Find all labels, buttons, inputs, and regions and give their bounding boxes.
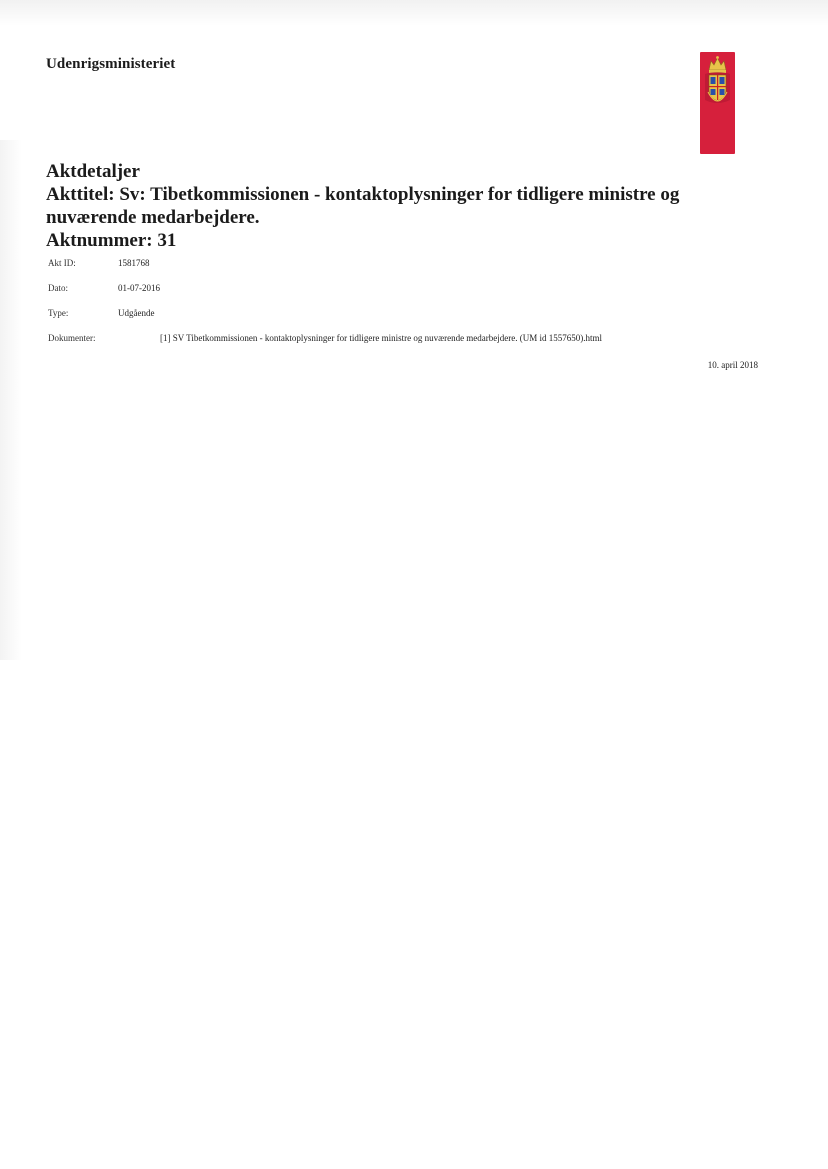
meta-label: Dokumenter: xyxy=(48,333,96,343)
meta-label: Akt ID: xyxy=(48,258,76,268)
ministry-name: Udenrigsministeriet xyxy=(46,56,176,72)
print-date: 10. april 2018 xyxy=(707,360,758,370)
meta-label: Type: xyxy=(48,308,69,318)
scan-edge-shadow xyxy=(0,0,828,26)
act-number: Aktnummer: 31 xyxy=(46,230,177,251)
act-header xyxy=(46,160,786,252)
meta-label: Dato: xyxy=(48,283,68,293)
act-title-line-1: Akttitel: Sv: Tibetkommissionen - kontaktoplysninger for tidligere ministre og xyxy=(46,184,680,205)
section-title: Aktdetaljer xyxy=(46,161,140,182)
danish-royal-coat-of-arms-icon xyxy=(700,52,735,154)
meta-value: Udgående xyxy=(118,308,155,318)
scan-left-shadow xyxy=(0,140,22,660)
act-title-line-2: nuværende medarbejdere. xyxy=(46,207,260,228)
meta-value: 01-07-2016 xyxy=(118,283,160,293)
meta-value: 1581768 xyxy=(118,258,150,268)
document-link[interactable]: [1] SV Tibetkommissionen - kontaktoplysninger for tidligere ministre og nuværende medarbejdere. (UM id 1557650).html xyxy=(160,333,603,343)
